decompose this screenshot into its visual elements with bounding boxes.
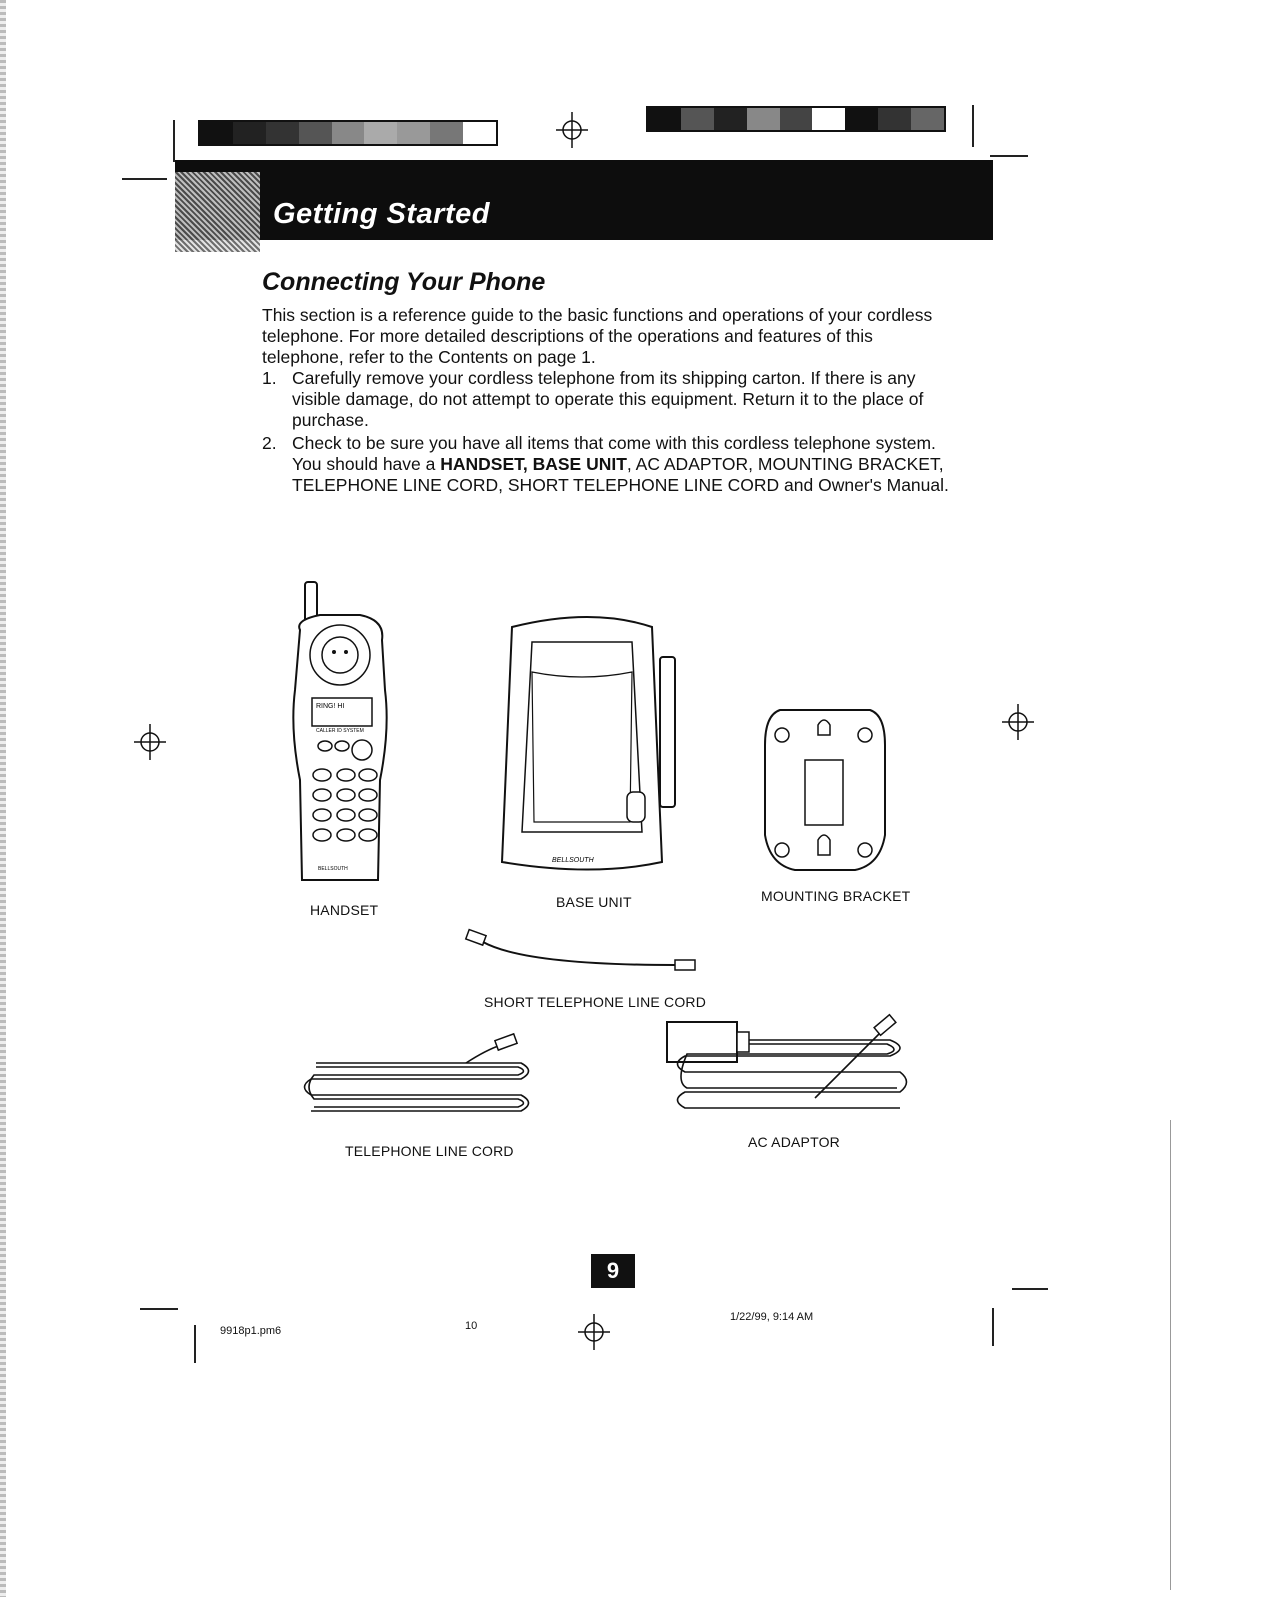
short-cord-caption: SHORT TELEPHONE LINE CORD: [484, 994, 707, 1010]
step-number: 2.: [262, 433, 277, 453]
footer-filename: 9918p1.pm6: [220, 1325, 282, 1337]
handset-display-text: RING! HI: [316, 703, 345, 710]
mounting-bracket-caption: MOUNTING BRACKET: [761, 888, 911, 904]
footer-sheet: 10: [465, 1320, 478, 1332]
short-cord-illustration: [465, 930, 700, 980]
handset-illustration: [290, 580, 390, 890]
crop-mark: [122, 178, 167, 180]
crosshair-icon: [594, 1332, 595, 1333]
header-texture: [175, 172, 260, 252]
base-brand: BELLSOUTH: [552, 857, 594, 864]
handset-display-label: CALLER ID SYSTEM: [316, 728, 364, 734]
list-item: [262, 368, 952, 431]
crop-mark: [992, 1308, 994, 1346]
handset-brand: BELLSOUTH: [318, 866, 348, 872]
line-cord-illustration: [296, 1035, 541, 1125]
page-number: 9: [591, 1254, 635, 1288]
list-item: [262, 433, 952, 496]
ac-adaptor-illustration: [665, 1018, 915, 1123]
step-text-post: , AC ADAPTOR, MOUNTING BRACKET, TELEPHONE LINE CORD, SHORT TELEPHONE LINE CORD and Owner's Manual.: [292, 454, 949, 495]
base-unit-illustration: [492, 612, 692, 887]
section-title: Connecting Your Phone: [262, 268, 546, 296]
crop-mark: [972, 105, 974, 147]
crosshair-icon: [1018, 722, 1019, 723]
page-title: Getting Started: [273, 198, 490, 230]
crop-mark: [194, 1325, 196, 1363]
scan-edge: [0, 0, 6, 1597]
crosshair-icon: [572, 120, 573, 121]
crosshair-icon: [150, 742, 151, 743]
crop-mark: [140, 1308, 178, 1310]
base-unit-caption: BASE UNIT: [556, 894, 632, 910]
step-number: 1.: [262, 368, 277, 388]
crop-mark: [1012, 1288, 1048, 1290]
handset-caption: HANDSET: [310, 902, 379, 918]
mounting-bracket-illustration: [760, 705, 890, 875]
crop-mark: [173, 120, 175, 162]
steps-list: [262, 368, 952, 498]
registration-bar-right: [646, 106, 946, 132]
step-text-pre: Check to be sure you have all items that come with this cordless telephone system. You should have a: [292, 433, 936, 474]
registration-bar-left: [198, 120, 498, 146]
line-cord-caption: TELEPHONE LINE CORD: [345, 1143, 514, 1159]
ac-adaptor-caption: AC ADAPTOR: [748, 1134, 840, 1150]
step-text-bold: HANDSET, BASE UNIT: [440, 454, 627, 474]
footer-timestamp: 1/22/99, 9:14 AM: [730, 1311, 814, 1323]
scan-edge-right: [1170, 1120, 1171, 1590]
step-text: Carefully remove your cordless telephone from its shipping carton. If there is any visible damage, do not attempt to operate this equipment. Return it to the place of purchase.: [292, 368, 924, 430]
crop-mark: [990, 155, 1028, 157]
intro-paragraph: This section is a reference guide to the basic functions and operations of your cordless telephone. For more detailed descriptions of the operations and features of this telephone, refer to the Contents on page 1.: [262, 305, 933, 367]
